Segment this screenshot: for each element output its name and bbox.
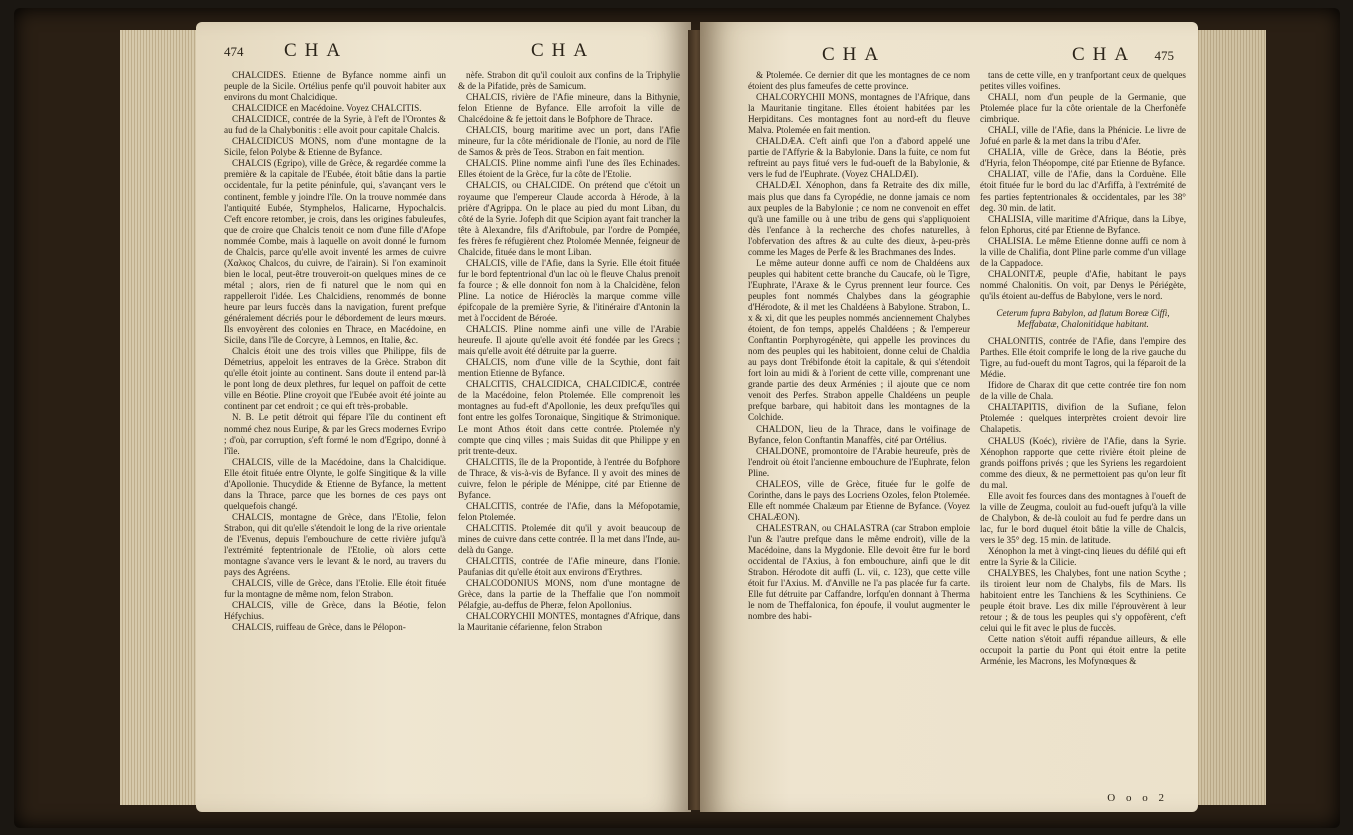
entry-paragraph: CHALISIA, ville maritime d'Afrique, dans la Libye, felon Ephorus, cité par Etienne de Byfance. [980,213,1186,235]
entry-paragraph: CHALCIS (Egripo), ville de Grèce, & regardée comme la première & la capitale de l'Eubée, étoit bâtie dans la partie occidentale, fur la petite péninfule, qui, s'avançant vers le continent, femble y joindre l'île. On la trouve nommée dans l'antiquité Eubée, Stymphelos, Halicarne, Hypochalcis. C'eft encore retomber, je crois, dans les origines fabuleufes, que de croire que Chalcis tenoit ce nom d'une fille d'Afope nommée Combe, mais à laquelle on avoit donné le furnom de Chalcis, parce qu'elle avoit inventé les armes de cuivre (Χαλκος Chalcos, du cuivre, de l'airain). Si l'on examinoit bien le local, peut-être trouveroit-on quelques mines de ce métal ; alors, rien de fi naturel que le nom qui en rappelleroit l'idée. Les Chalcidiens, renommés de bonne heure par leurs fuccès dans la navigation, furent prefque généralement décriés pour le débordement de leurs mœurs. Ils envoyèrent des colonies en Thrace, en Macédoine, en Sicile, dans l'île de Corcyre, à Lemnos, en Italie, &c. [224,158,446,346]
entry-paragraph: CHALCIS, ville de Grèce, dans l'Etolie. Elle étoit fituée fur la montagne de même nom, felon Strabon. [224,578,446,600]
entry-paragraph: CHALI, ville de l'Afie, dans la Phénicie. Le livre de Jofué en parle & la met dans la tribu d'Afer. [980,125,1186,147]
entry-paragraph: CHALCIS, ville de Grèce, dans la Béotie, felon Héfychius. [224,600,446,622]
entry-paragraph: nèfe. Strabon dit qu'il couloit aux confins de la Triphylie & de la Pifatide, près de Samicum. [458,70,680,92]
entry-paragraph: CHALCITIS, contrée de l'Afie mineure, dans l'Ionie. Paufanias dit qu'elle étoit aux environs d'Erythres. [458,556,680,578]
entry-paragraph: CHALI, nom d'un peuple de la Germanie, que Ptolemée place fur la côte orientale de la Cherfonèfe cimbrique. [980,92,1186,125]
entry-paragraph: CHALIA, ville de Grèce, dans la Béotie, près d'Hyria, felon Théopompe, cité par Etienne de Byfance. [980,147,1186,169]
entry-paragraph: CHALDÆI. Xénophon, dans fa Retraite des dix mille, mais plus que dans fa Cyropédie, ne donne jamais ce nom aux peuples de la Babylonie ; ce nom ne convenoit en effet qu'à une famille ou à une tribu de gens qui s'appliquoient dès l'enfance à la recherche des chofes naturelles, à l'obfervation des aftres & au culte des dieux, à-peu-près comme les Mages de Perfe & les Brachmanes des Indes. [748,180,970,257]
entry-paragraph: CHALCIDICUS MONS, nom d'une montagne de la Sicile, felon Polybe & Etienne de Byfance. [224,136,446,158]
entry-paragraph: & Ptolemée. Ce dernier dit que les montagnes de ce nom étoient des plus fameufes de cette province. [748,70,970,92]
entry-paragraph: CHALCIS, ville de l'Afie, dans la Syrie. Elle étoit fituée fur le bord feptentrional d'un lac où le fleuve Chalus prenoit fa fource ; & elle donnoit fon nom à la Chalcidène, felon Pline. La notice de Hiéroclès la marque comme ville épifcopale de la première Syrie, & l'itinéraire d'Antonin la met à l'occident de Béroée. [458,257,680,324]
page-number: 474 [224,44,244,59]
entry-paragraph: CHALCIS, montagne de Grèce, dans l'Etolie, felon Strabon, qui dit qu'elle s'étendoit le long de la rive orientale de l'Evenus, depuis l'embouchure de cette rivière jufqu'à l'extrémité feptentrionale de l'Etolie, où alors cette montagne s'avance vers le levant & le nord, au travers du pays des Agréens. [224,511,446,578]
entry-paragraph: CHALCIDICE en Macédoine. Voyez CHALCITIS. [232,103,422,114]
left-page-header [196,40,691,62]
entry-paragraph: CHALCIS, ou CHALCIDE. On prétend que c'étoit un royaume que l'empereur Claude accorda à Hérode, à la prière d'Agrippa. On le place au pied du mont Liban, du côté de la Syrie. Jofeph dit que Scipion ayant fait trancher la tête à Alexandre, fils d'Ariftobule, par l'ordre de Pompée, fes frères fe réfugièrent chez Ptolomée Mennée, feigneur de Chalcide, fituée dans le mont Liban. [458,180,680,257]
entry-paragraph: Xénophon la met à vingt-cinq lieues du défilé qui eft entre la Syrie & la Cilicie. [980,545,1186,568]
text-column [458,70,680,633]
entry-paragraph: CHALCIS, bourg maritime avec un port, dans l'Afie mineure, fur la côte méridionale de l'Ionie, au nord de l'île de Samos & près de Teos. Strabon en fait mention. [458,125,680,158]
right-page-header [700,40,1198,65]
entry-paragraph: CHALESTRAN, ou CHALASTRA (car Strabon emploie l'un & l'autre prefque dans le même endroit), ville de la Macédoine, dans la Mygdonie. Elle devoit être fur le bord occidental de l'Axius, à fon embouchure, ainfi que le dit Strabon. Hérodote dit auffi (L. vii, c. 123), que cette ville étoit fur l'Axius. M. d'Anville ne l'a pas placée fur fa carte. Elle fut détruite par Caffandre, lorfqu'en donnant à Therma le nom de Theffalonica, fon époufe, il voulut augmenter le nombre des habi- [748,522,970,622]
entry-paragraph: Ifidore de Charax dit que cette contrée tire fon nom de la ville de Chala. [980,380,1186,402]
entry-paragraph: CHALCIS. Pline nomme ainfi l'une des îles Echinades. Elles étoient de la Grèce, fur la côte de l'Etolie. [458,158,680,180]
right-page [700,22,1198,812]
signature-mark: O o o 2 [1107,792,1168,804]
entry-paragraph: CHALDÆA. C'eft ainfi que l'on a d'abord appelé une partie de l'Affyrie & la Babylonie. Dans la fuite, ce nom fut reftreint au pays fitué vers le fud-oueft de la Babylonie, & vers le fud de l'Euphrate. (Voyez CHALDÆI). [748,136,970,180]
entry-paragraph: CHALUS (Koéc), rivière de l'Afie, dans la Syrie. Xénophon rapporte que cette rivière étoit pleine de grands poiffons privés ; que les Syriens les regardoient comme des dieux, & ne permettoient pas qu'on leur fît du mal. [980,435,1186,490]
running-head: CHA [531,40,596,61]
entry-paragraph: Chalcis étoit une des trois villes que Philippe, fils de Démetrius, appeloit les entraves de la Grèce. Strabon dit qu'elle étoit jointe au continent. Sans doute il entend par-là le pont long de deux plethres, fur lequel on paffoit de cette ville en Béotie. Pline croyoit que l'Eubée avoit été jointe au continent par cet endroit ; ce qui eft très-probable. [224,346,446,412]
entry-paragraph: CHALCIS. Pline nomme ainfi une ville de l'Arabie heureufe. Il ajoute qu'elle avoit été fondée par les Grecs ; mais qu'elle avoit été détruite par la guerre. [458,324,680,357]
entry-paragraph: Ceterum fupra Babylon, ad flatum Boreæ Ciffi, Meffabatæ, Chalonitidque habitant. [996,307,1170,330]
text-column [748,70,970,622]
entry-paragraph: CHALISIA. Le même Etienne donne auffi ce nom à la ville de Chalifia, dont Pline parle comme d'un village de la Cappadoce. [980,235,1186,268]
entry-paragraph: CHALONITÆ, peuple d'Afie, habitant le pays nommé Chalonitis. On voit, par Denys le Périégète, qu'ils étoient au-deffus de Babylone, vers le nord. [980,268,1186,301]
entry-paragraph: CHALCIDICE, contrée de la Syrie, à l'eft de l'Orontes & au fud de la Chalybonitis : elle avoit pour capitale Chalcis. [224,114,446,136]
entry-paragraph: CHALCIS, ruiffeau de Grèce, dans le Pélopon- [232,622,406,633]
running-head: CHA [822,44,887,65]
entry-paragraph: CHALDON, lieu de la Thrace, dans le voifinage de Byfance, felon Conftantin Manaffès, cité par Ortélius. [748,423,970,445]
entry-paragraph: CHALTAPITIS, divifion de la Sufiane, felon Ptolemée : quelques interprètes croient devoir lire Chalapetis. [980,402,1186,435]
entry-paragraph: CHALCITIS, île de la Propontide, à l'entrée du Bofphore de Thrace, & vis-à-vis de Byfance. Il y avoit des mines de cuivre, felon le périple de Ménippe, cité par Etienne de Byfance. [458,456,680,500]
text-column [980,70,1186,667]
entry-paragraph: CHALEOS, ville de Grèce, fituée fur le golfe de Corinthe, dans le pays des Locriens Ozoles, felon Ptolemée. Elle eft nommée Chalæum par Etienne de Byfance. (Voyez CHALÆON). [748,478,970,522]
entry-paragraph: CHALCORYCHII MONS, montagnes de l'Afrique, dans la Mauritanie tingitane. Elles étoient habitées par les Herpiditans. Ces montagnes font au nord-eft du fleuve Malva. Ptolemée en fait mention. [748,92,970,136]
entry-paragraph: CHALCIS, rivière de l'Afie mineure, dans la Bithynie, felon Etienne de Byfance. Elle arrofoit la ville de Chalcédoine & fe jettoit dans le Bofphore de Thrace. [458,92,680,125]
page-edges-right [1196,30,1266,805]
running-head: CHA [1072,44,1137,65]
entry-paragraph: CHALCORYCHII MONTES, montagnes d'Afrique, dans la Mauritanie céfarienne, felon Strabon [458,611,680,633]
running-head: CHA [284,40,349,61]
entry-paragraph: CHALCIDES. Etienne de Byfance nomme ainfi un peuple de la Sicile. Ortélius penfe qu'il pouvoit habiter aux environs du mont Chalcidique. [224,70,446,103]
entry-paragraph: CHALCIS, nom d'une ville de la Scythie, dont fait mention Etienne de Byfance. [458,357,680,379]
page-number: 475 [1154,48,1174,63]
page-edges-left [120,30,198,805]
text-column [224,70,446,633]
entry-paragraph: CHALCITIS. Ptolemée dit qu'il y avoit beaucoup de mines de cuivre dans cette contrée. Il la met dans l'Inde, au-delà du Gange. [458,522,680,556]
entry-paragraph: CHALCITIS, contrée de l'Afie, dans la Méfopotamie, felon Ptolemée. [458,500,680,522]
left-page [196,22,691,812]
entry-paragraph: CHALYBES, les Chalybes, font une nation Scythe ; ils tiroient leur nom de Chalybs, fils de Mars. Ils habitoient entre les Tanchiens & les Scythiniens. Ce peuple étoit brave. Les dix mille l'éprouvèrent à leur retour ; & de tous les peuples qui s'y oppofèrent, c'eft celui qui le fit avec le plus de fuccès. [980,568,1186,634]
entry-paragraph: Le même auteur donne auffi ce nom de Chaldéens aux peuples qui habitent cette branche du Caucafe, où le Tigre, l'Euphrate, l'Araxe & le Cyrus prennent leur fource. Ces peuples font nommés Chalybes dans la géographie d'Hérodote, & il met les Chaldéens à Babylone. Strabon, L. x & xi, dit que les peuples nommés anciennement Chalybes étoient, de fon temps, appelés Chaldéens ; & l'empereur Conftantin Porphyrogénète, qui appelle les provinces du nom des peuples qui les habitoient, donne celui de Chaldia au pays dont Trébifonde étoit la capitale, & qui s'étendoit fort loin au midi & à l'orient de cette ville, comprenant une grande partie des deux Arménies ; il ajoute que ce nom venoit des Perfes. Strabon appelle Chaldéens un peuple prefque barbare, qui habitoit dans les montagnes de la Colchide. [748,257,970,423]
entry-paragraph: CHALIAT, ville de l'Afie, dans la Corduène. Elle étoit fituée fur le bord du lac d'Arfiffa, à l'extrémité de fes parties feptentrionales & occidentales, par les 38° deg. 30 min. de latit. [980,169,1186,213]
entry-paragraph: CHALCITIS, CHALCIDICA, CHALCIDICÆ, contrée de la Macédoine, felon Ptolemée. Elle comprenoit les montagnes au fud-eft d'Apollonie, les deux prefqu'îles qui font entre les golfes Toronaique, Singitique & Strimonique. Le mont Athos étoit dans cette contrée. Ptolemée n'y compte que cinq villes ; mais Suidas dit que Philippe y en prit trente-deux. [458,379,680,456]
entry-paragraph: tans de cette ville, en y tranfportant ceux de quelques petites villes voifines. [980,70,1186,92]
entry-paragraph: CHALCIS, ville de la Macédoine, dans la Chalcidique. Elle étoit fituée entre Olynte, le golfe Singitique & la ville d'Apollonie. Thucydide & Etienne de Byfance, la mettent dans la Thrace, parce que les bornes de ces pays ont quelquefois changé. [224,456,446,511]
entry-paragraph: CHALDONE, promontoire de l'Arabie heureufe, près de l'endroit où étoit l'ancienne embouchure de l'Euphrate, felon Pline. [748,445,970,478]
entry-paragraph: CHALONITIS, contrée de l'Afie, dans l'empire des Parthes. Elle étoit comprife le long de la rive gauche du Tigre, au fud-oueft du mont Tagros, qui la féparoit de la Médie. [980,336,1186,380]
entry-paragraph: CHALCODONIUS MONS, nom d'une montagne de Grèce, dans la partie de la Theffalie que l'on nommoit Pélafgie, au-deffus de Pheræ, felon Apollonius. [458,578,680,611]
entry-paragraph: N. B. Le petit détroit qui fépare l'île du continent eft nommé chez nous Euripe, & par les Grecs modernes Evripo ; d'où, par corruption, s'eft formé le nom d'Egripo, donné à l'île. [224,412,446,456]
entry-paragraph: Elle avoit fes fources dans des montagnes à l'oueft de la ville de Zeugma, couloit au fud-oueft jufqu'à la ville de Chalybon, & de-là couloit au fud fe perdre dans un lac, fur le bord duquel étoit bâtie la ville de Chalcis, vers le 35° deg. 15 min. de latitude. [980,490,1186,545]
entry-paragraph: Cette nation s'étoit auffi répandue ailleurs, & elle occupoit la partie du Pont qui étoit entre la petite Arménie, les Macrons, les Mofynœques & [980,634,1186,667]
